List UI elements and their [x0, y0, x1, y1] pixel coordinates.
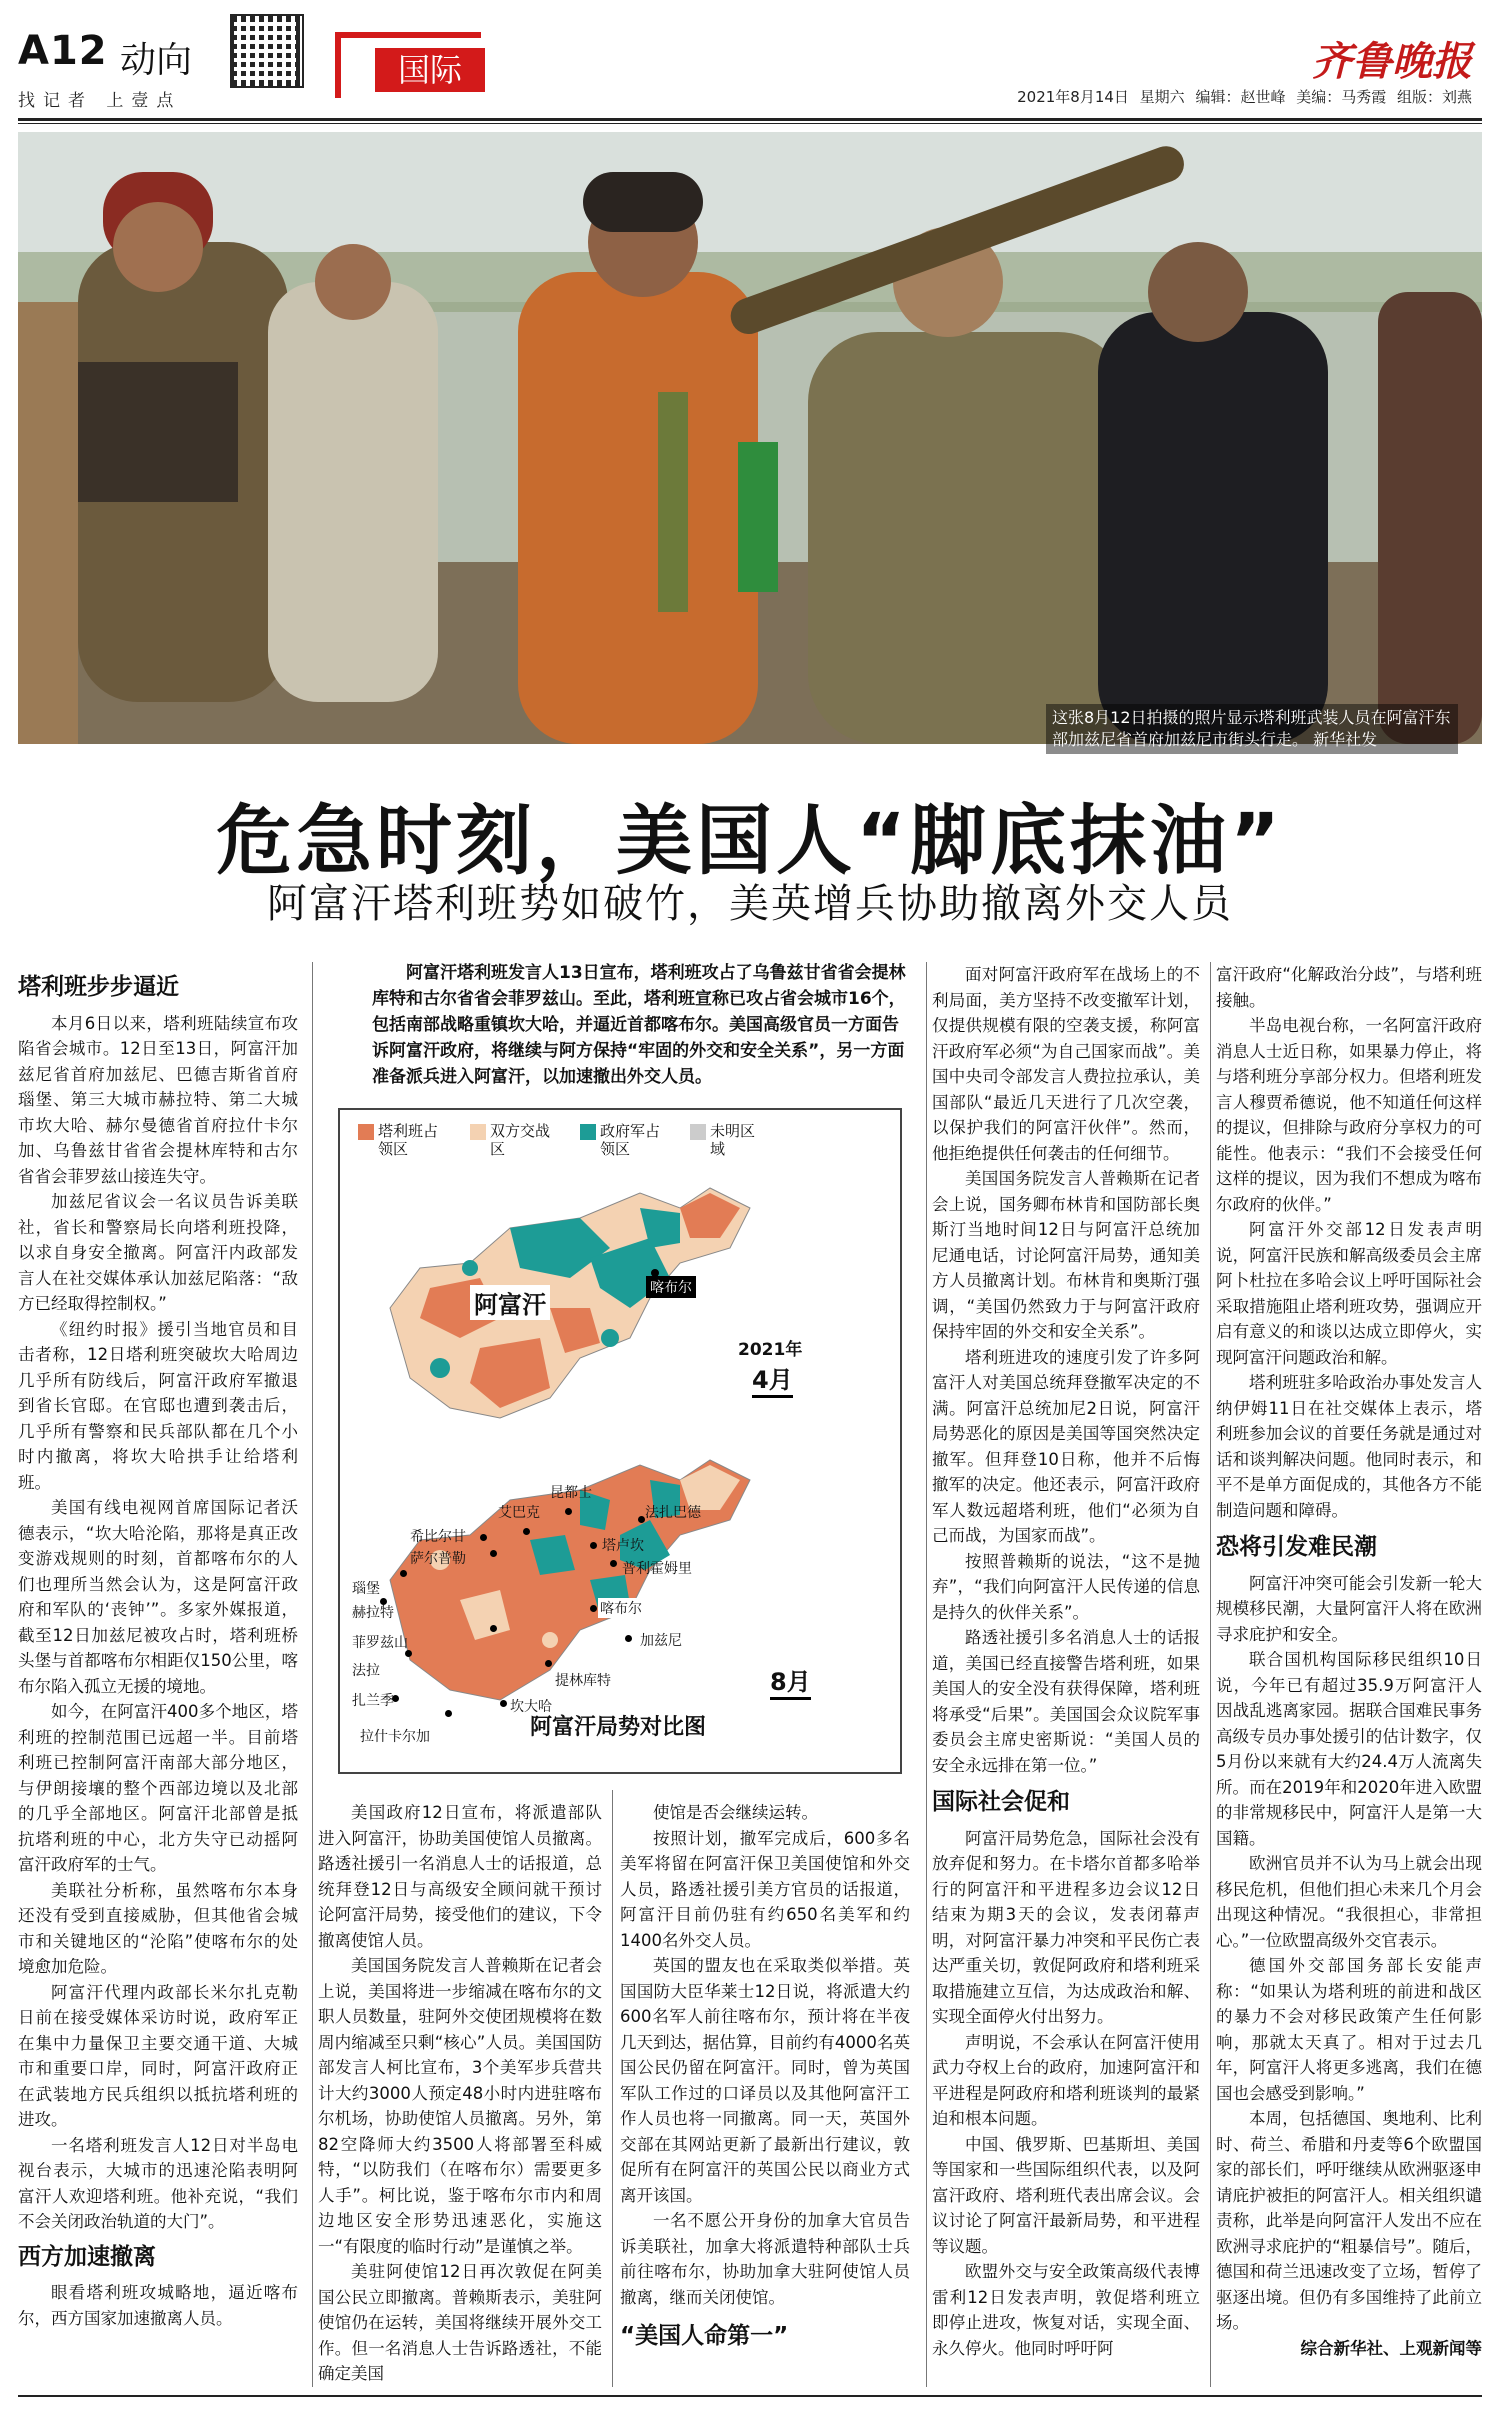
paragraph: 阿富汗冲突可能会引发新一轮大规模移民潮，大量阿富汗人将在欧洲寻求庇护和安全。 [1216, 1573, 1482, 1644]
article-column-3 [620, 1800, 910, 2360]
afghanistan-situation-map [338, 1108, 902, 1774]
article-column-4 [932, 962, 1200, 2361]
sub-headline: 阿富汗塔利班势如破竹，美英增兵协助撤离外交人员 [267, 881, 1233, 927]
paragraph: 阿富汗局势危急，国际社会没有放弃促和努力。在卡塔尔首都多哈举行的阿富汗和平进程多边会议12日结束为期3天的会议，发表闭幕声明，对阿富汗暴力冲突和平民伤亡表达严重关切，敦促阿政府和塔利班采取措施建立互信，为达成政治和解、实现全面停火付出努力。 [932, 1828, 1200, 2026]
city-dot [445, 1710, 452, 1717]
paragraph: 一名塔利班发言人12日对半岛电视台表示，大城市的迅速沦陷表明阿富汗人欢迎塔利班。他补充说，“我们不会关闭政治轨道的大门”。 [18, 2135, 298, 2231]
legend-swatch-unknown [690, 1124, 706, 1140]
city-dot [400, 1570, 407, 1577]
city-dot [500, 1700, 507, 1707]
column-rule [612, 1790, 613, 2387]
city-dot [545, 1660, 552, 1667]
paragraph: 欧洲官员并不认为马上就会出现移民危机，但他们担心未来几个月会出现这种情况。“我很担心，非常担心。”一位欧盟高级外交官表示。 [1216, 1854, 1482, 1950]
map-label-country: 阿富汗 [470, 1285, 550, 1320]
legend-label: 未明区域 [710, 1122, 756, 1158]
paragraph: 本周，包括德国、奥地利、比利时、荷兰、希腊和丹麦等6个欧盟国家的部长们，呼吁继续从欧洲驱逐申请庇护被拒的阿富汗人。相关组织谴责称，此举是向阿富汗人发出不应在欧洲寻求庇护的“粗暴信号”。随后，德国和荷兰迅速改变了立场，暂停了驱逐出境。但仍有多国维持了此前立场。 [1216, 2109, 1482, 2332]
map-label-city: 希比尔甘 [410, 1529, 466, 1545]
paragraph: 美国有线电视网首席国际记者沃德表示，“坎大哈沦陷，那将是真正改变游戏规则的时刻，首都喀布尔的人们也理所当然会认为，这是阿富汗政府和军队的‘丧钟’”。多家外媒报道，截至12日加兹尼被攻占时，塔利班桥头堡与首都喀布尔相距仅150公里，喀布尔陷入孤立无援的境地。 [18, 1498, 298, 1696]
news-photo [18, 132, 1482, 744]
legend-swatch-contested [470, 1124, 486, 1140]
paragraph: 美驻阿使馆12日再次敦促在阿美国公民立即撤离。普赖斯表示，美驻阿使馆仍在运转，美国将继续开展外交工作。但一名消息人士告诉路透社，不能确定美国 [318, 2262, 602, 2383]
city-dot [638, 1516, 645, 1523]
article-column-1 [18, 975, 298, 2331]
photo-caption: 这张8月12日拍摄的照片显示塔利班武装人员在阿富汗东部加兹尼省首府加兹尼市街头行走。 新华社发 [1046, 704, 1458, 754]
section-subtitle: 找记者 上壹点 [18, 91, 182, 111]
city-dot [523, 1528, 530, 1535]
paragraph: 欧盟外交与安全政策高级代表博雷利12日发表声明，敦促塔利班立即停止进攻，恢复对话，实现全面、永久停火。他同时呼吁阿 [932, 2262, 1200, 2358]
map-title: 阿富汗局势对比图 [530, 1715, 707, 1740]
paragraph: 塔利班驻多哈政治办事处发言人纳伊姆11日在社交媒体上表示，塔利班参加会议的首要任务就是通过对话和谈判解决问题。他同时表示，和平不是单方面促成的，其他各方不能制造问题和障碍。 [1216, 1373, 1482, 1520]
paragraph: 中国、俄罗斯、巴基斯坦、美国等国家和一些国际组织代表，以及阿富汗政府、塔利班代表出席会议。会议讨论了阿富汗最新局势，和平进程等议题。 [932, 2134, 1200, 2256]
map-date-year: 2021年 [738, 1340, 803, 1360]
map-label-capital-april: 喀布尔 [646, 1276, 696, 1298]
paragraph: 使馆是否会继续运转。 [653, 1803, 818, 1822]
map-date-august: 8月 [770, 1662, 811, 1700]
paragraph: 联合国机构国际移民组织10日说，今年已有超过35.9万阿富汗人因战乱逃离家园。据联合国难民事务高级专员办事处援引的估计数字，仅5月份以来就有大约24.4万人流离失所。而在2019年和2020年进入欧盟的非常规移民中，阿富汗人是第一大国籍。 [1216, 1650, 1482, 1848]
map-label-city: 提林库特 [555, 1673, 611, 1689]
city-dot [490, 1550, 497, 1557]
city-dot [480, 1534, 487, 1541]
paragraph: 《纽约时报》援引当地官员和目击者称，12日塔利班突破坎大哈周边几乎所有防线后，阿富汗政府军撤退到省长官邸。在官邸也遭到袭击后，几乎所有警察和民兵部队都在几个小时内撤离，将坎大哈拱手让给塔利班。 [18, 1319, 298, 1492]
city-dot [490, 1625, 497, 1632]
paragraph: 加兹尼省议会一名议员告诉美联社，省长和警察局长向塔利班投降，以求自身安全撤离。阿富汗内政部发言人在社交媒体承认加兹尼陷落：“敌方已经取得控制权。” [18, 1192, 298, 1313]
main-headline: 危急时刻，美国人“脚底抹油” [216, 796, 1284, 885]
article-column-5 [1216, 962, 1482, 2361]
map-label-city: 萨尔普勒 [410, 1551, 466, 1567]
paragraph: 声明说，不会承认在阿富汗使用武力夺权上台的政府，加速阿富汗和平进程是阿政府和塔利班谈判的最紧迫和根本问题。 [932, 2032, 1200, 2128]
map-label-city: 普利霍姆里 [622, 1561, 692, 1577]
map-label-city: 塔卢坎 [602, 1538, 644, 1554]
paragraph: 美国政府12日宣布，将派遣部队进入阿富汗，协助美国使馆人员撤离。路透社援引一名消息人士的话报道，总统拜登12日与高级安全顾问就干预讨论阿富汗局势，接受他们的建议，下令撤离使馆人员。 [318, 1803, 602, 1950]
section-heading-americans-first: “美国人命第一” [620, 2323, 789, 2349]
page-number: A12 [18, 28, 108, 74]
section-title: 动向 [120, 40, 193, 81]
column-rule [926, 962, 927, 2387]
paragraph: 本月6日以来，塔利班陆续宣布攻陷省会城市。12日至13日，阿富汗加兹尼省首府加兹尼、巴德吉斯省首府瑙堡、第三大城市赫拉特、第二大城市坎大哈、赫尔曼德省首府拉什卡尔加、乌鲁兹甘省省会提林库特和古尔省省会菲罗兹山接连失守。 [18, 1013, 298, 1186]
map-label-city: 扎兰季 [352, 1693, 394, 1709]
legend-swatch-government [580, 1124, 596, 1140]
photo-illustration [18, 132, 1482, 744]
map-date-april: 4月 [752, 1360, 793, 1398]
paragraph: 阿富汗外交部12日发表声明说，阿富汗民族和解高级委员会主席阿卜杜拉在多哈会议上呼吁国际社会采取措施阻止塔利班攻势，强调应开启有意义的和谈以达成立即停火，实现阿富汗问题政治和解。 [1216, 1220, 1482, 1367]
section-heading-west-evacuates: 西方加速撤离 [18, 2243, 156, 2270]
map-label-city: 法拉 [352, 1663, 380, 1679]
legend-label: 塔利班占领区 [378, 1122, 439, 1158]
page-bottom-rule [18, 2395, 1482, 2397]
paragraph: 一名不愿公开身份的加拿大官员告诉美联社，加拿大将派遣特种部队士兵前往喀布尔，协助加拿大驻阿使馆人员撤离，继而关闭使馆。 [620, 2211, 910, 2307]
legend-label: 双方交战区 [490, 1122, 551, 1158]
legend-label: 政府军占领区 [600, 1122, 661, 1158]
paragraph: 美联社分析称，虽然喀布尔本身还没有受到直接威胁，但其他省会城市和关键地区的“沦陷”使喀布尔的处境愈加危险。 [18, 1880, 298, 1976]
map-april [350, 1168, 890, 1438]
section-heading-peace-efforts: 国际社会促和 [932, 1789, 1070, 1815]
map-label-city: 昆都士 [550, 1485, 592, 1501]
city-dot [610, 1560, 617, 1567]
header-rule-thin [18, 123, 1482, 124]
paragraph: 面对阿富汗政府军在战场上的不利局面，美方坚持不改变撤军计划，仅提供规模有限的空袭支援，称阿富汗政府军必须“为自己国家而战”。美国中央司令部发言人费拉拉承认，美国部队“最近几天进行了几次空袭，以保护我们的阿富汗伙伴”。然而，他拒绝提供任何袭击的任何细节。 [932, 965, 1200, 1163]
section-tag: 国际 [375, 48, 485, 92]
map-label-city: 拉什卡尔加 [360, 1729, 430, 1745]
legend-swatch-taliban [358, 1124, 374, 1140]
lead-text: 阿富汗塔利班发言人13日宣布，塔利班攻占了乌鲁兹甘省省会提林库特和古尔省省会菲罗兹山。至此，塔利班宣称已攻占省会城市16个，包括南部战略重镇坎大哈，并逼近首都喀布尔。美国高级官员一方面告诉阿富汗政府，将继续与阿方保持“牢固的外交和安全关系”，另一方面准备派兵进入阿富汗，以加速撤出外交人员。 [372, 963, 906, 1087]
paragraph: 按照普赖斯的说法，“这不是抛弃”，“我们向阿富汗人民传递的信息是持久的伙伴关系”。 [932, 1551, 1200, 1622]
paragraph: 富汗政府“化解政治分歧”，与塔利班接触。 [1216, 965, 1482, 1010]
article-column-2 [318, 1800, 602, 2387]
city-dot [625, 1635, 632, 1642]
paragraph: 按照计划，撤军完成后，600多名美军将留在阿富汗保卫美国使馆和外交人员，路透社援引美方官员的话报道，阿富汗目前仍驻有约650名美军和约1400名外交人员。 [620, 1828, 910, 1950]
city-dot [565, 1508, 572, 1515]
map-label-city: 菲罗兹山 [352, 1635, 408, 1651]
qr-code-pattern [234, 18, 296, 80]
source-credit: 综合新华社、上观新闻等 [1300, 2338, 1482, 2358]
map-label-city: 赫拉特 [352, 1605, 394, 1621]
map-label-capital-august: 喀布尔 [598, 1598, 644, 1618]
header-rule [18, 118, 1482, 121]
column-rule [1210, 962, 1211, 2387]
paragraph: 如今，在阿富汗400多个地区，塔利班的控制范围已远超一半。目前塔利班已控制阿富汗南部大部分地区，与伊朗接壤的整个西部边境以及北部的几乎全部地区。阿富汗北部曾是抵抗塔利班的中心，北方失守已动摇阿富汗政府军的士气。 [18, 1702, 298, 1874]
column-rule [312, 962, 313, 2387]
paragraph: 塔利班进攻的速度引发了许多阿富汗人对美国总统拜登撤军决定的不满。阿富汗总统加尼2日说，阿富汗局势恶化的原因是美国等国突然决定撤军。但拜登10日称，他并不后悔撤军的决定。他还表示，阿富汗政府军人数远超塔利班，他们“必须为自己而战，为国家而战”。 [932, 1347, 1200, 1545]
city-dot [590, 1605, 597, 1612]
paragraph: 眼看塔利班攻城略地，逼近喀布尔，西方国家加速撤离人员。 [18, 2283, 298, 2328]
paragraph: 路透社援引多名消息人士的话报道，美国已经直接警告塔利班，如果美国人的安全没有获得保障，塔利班将承受“后果”。美国国会众议院军事委员会主席史密斯说：“美国人员的安全永远排在第一位。” [932, 1628, 1200, 1775]
map-label-city: 法扎巴德 [645, 1505, 701, 1521]
map-label-city: 瑙堡 [352, 1581, 380, 1597]
paragraph: 德国外交部国务部长安能声称：“如果认为塔利班的前进和战区的暴力不会对移民政策产生任何影响，那就太天真了。相对于过去几年，阿富汗人将更多逃离，我们在德国也会感受到影响。” [1216, 1956, 1482, 2103]
newspaper-logo: 齐鲁晚报 [1312, 38, 1472, 85]
map-label-city: 加兹尼 [640, 1633, 682, 1649]
paragraph: 美国国务院发言人普赖斯在记者会上说，国务卿布林肯和国防部长奥斯汀当地时间12日与阿富汗总统加尼通电话，讨论阿富汗局势，通知美方人员撤离计划。布林肯和奥斯汀强调，“美国仍然致力于与阿富汗政府保持牢固的外交和安全关系”。 [932, 1169, 1200, 1341]
paragraph: 英国的盟友也在采取类似举措。英国国防大臣华莱士12日说，将派遣大约600名军人前往喀布尔，预计将在半夜几天到达，据估算，目前约有4000名英国公民仍留在阿富汗。同时，曾为英国军队工作过的口译员以及其他阿富汗工作人员也将一同撤离。同一天，英国外交部在其网站更新了最新出行建议，敦促所有在阿富汗的英国公民以商业方式离开该国。 [620, 1956, 910, 2205]
paragraph: 阿富汗代理内政部长米尔扎克勒日前在接受媒体采访时说，政府军正在集中力量保卫主要交通干道、大城市和重要口岸，同时，阿富汗政府正在武装地方民兵组织以抵抗塔利班的进攻。 [18, 1982, 298, 2129]
section-heading-refugees: 恐将引发难民潮 [1216, 1534, 1377, 1560]
paragraph: 半岛电视台称，一名阿富汗政府消息人士近日称，如果暴力停止，将与塔利班分享部分权力。但塔利班发言人穆贾希德说，他不知道任何这样的提议，但排除与政府分享权力的可能性。他表示：“我们不会接受任何这样的提议，因为我们不想成为喀布尔政府的伙伴。” [1216, 1016, 1482, 1214]
paragraph: 美国国务院发言人普赖斯在记者会上说，美国将进一步缩减在喀布尔的文职人员数量，驻阿外交使团规模将在数周内缩减至只剩“核心”人员。美国国防部发言人柯比宣布，3个美军步兵营共计大约3000人预定48小时内进驻喀布尔机场，协助使馆人员撤离。另外，第82空降师大约3500人将部署至科威特，“以防我们（在喀布尔）需要更多人手”。柯比说，鉴于喀布尔市内和周边地区安全形势迅速恶化，实施这一“有限度的临时行动”是谨慎之举。 [318, 1956, 602, 2256]
lead-paragraph [372, 960, 912, 1090]
map-label-city: 坎大哈 [510, 1699, 552, 1715]
map-label-city: 艾巴克 [498, 1505, 540, 1521]
city-dot [590, 1542, 597, 1549]
issue-meta: 2021年8月14日 星期六 编辑：赵世峰 美编：马秀霞 组版：刘燕 [1017, 88, 1472, 106]
section-heading-taliban-advance: 塔利班步步逼近 [18, 974, 179, 1000]
